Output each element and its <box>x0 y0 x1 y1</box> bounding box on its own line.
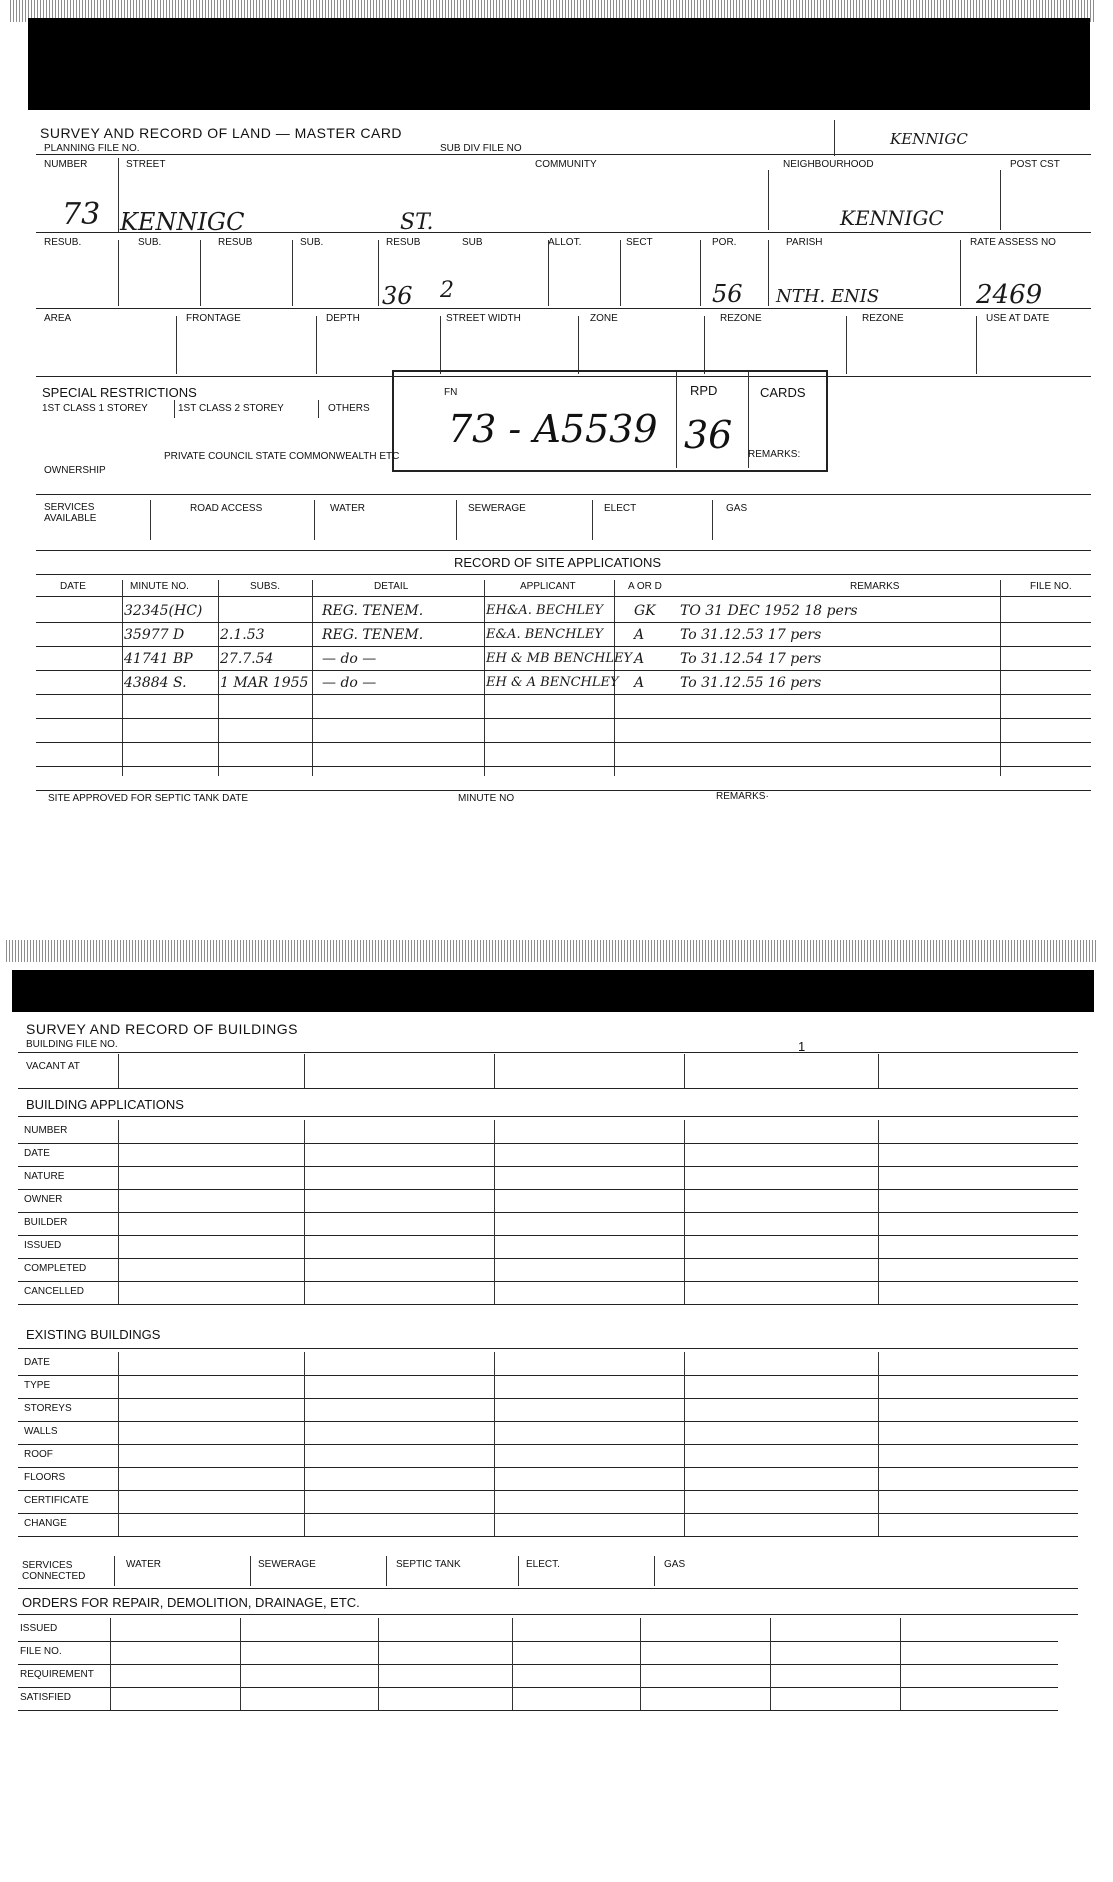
site-row-remarks: To 31.12.54 17 pers <box>680 651 822 667</box>
grid-row-label: TYPE <box>24 1380 51 1391</box>
special-restrictions-label: SPECIAL RESTRICTIONS <box>42 385 197 400</box>
order-row-label: REQUIREMENT <box>20 1669 94 1680</box>
class1-label: 1ST CLASS 1 STOREY <box>42 403 148 414</box>
por-value: 56 <box>712 280 743 308</box>
subdiv-file-label: SUB DIV FILE NO <box>440 143 522 154</box>
orders-title: ORDERS FOR REPAIR, DEMOLITION, DRAINAGE, ETC. <box>22 1595 360 1610</box>
grid-row-label: STOREYS <box>24 1403 72 1414</box>
grid-row-label: DATE <box>24 1357 50 1368</box>
header-handwritten-name: KENNIGC <box>890 130 968 148</box>
site-row-subs: 1 MAR 1955 <box>220 675 309 691</box>
area-label: USE AT DATE <box>986 313 1050 324</box>
site-row-applicant: EH&A. BECHLEY <box>486 603 604 618</box>
postcode-label: POST CST <box>1010 159 1060 170</box>
area-label: FRONTAGE <box>186 313 241 324</box>
septic-minute-label: MINUTE NO <box>458 793 515 804</box>
grid-row-label: CANCELLED <box>24 1286 85 1297</box>
site-row-aord: GK <box>634 603 656 619</box>
site-row-minute: 35977 D <box>124 627 185 643</box>
stamp-rpd-value: 36 <box>684 413 733 457</box>
service-label: GAS <box>664 1559 686 1570</box>
resub-label: RESUB <box>218 237 253 248</box>
service-label: SEPTIC TANK <box>396 1559 461 1570</box>
grid-row-label: COMPLETED <box>24 1263 87 1274</box>
order-row-label: SATISFIED <box>20 1692 71 1703</box>
area-label: AREA <box>44 313 72 324</box>
order-row-label: ISSUED <box>20 1623 58 1634</box>
building-record-card <box>0 940 1113 1880</box>
area-label: STREET WIDTH <box>446 313 521 324</box>
grid-row-label: NUMBER <box>24 1125 68 1136</box>
site-row-applicant: E&A. BENCHLEY <box>486 627 604 642</box>
services-connected-label: SERVICES CONNECTED <box>22 1560 86 1582</box>
vacant-at-label: VACANT AT <box>26 1061 80 1072</box>
street-number-value: 73 <box>62 197 101 232</box>
site-row-subs: 2.1.53 <box>220 627 265 643</box>
order-row-label: FILE NO. <box>20 1646 62 1657</box>
service-label: SEWERAGE <box>258 1559 316 1570</box>
site-row-detail: — do — <box>322 675 377 691</box>
service-label: SEWERAGE <box>468 503 526 514</box>
street-suffix-value: ST. <box>400 210 434 235</box>
site-row-aord: A <box>634 651 645 667</box>
resub-label: PARISH <box>786 237 823 248</box>
resub-label: SECT <box>626 237 653 248</box>
site-col-header: A OR D <box>628 581 662 592</box>
building-card-title: SURVEY AND RECORD OF BUILDINGS <box>26 1021 298 1037</box>
site-row-remarks: TO 31 DEC 1952 18 pers <box>680 603 858 619</box>
building-file-value: 1 <box>798 1039 806 1054</box>
site-applications-title: RECORD OF SITE APPLICATIONS <box>454 555 662 570</box>
services-available-label: SERVICES AVAILABLE <box>44 502 97 524</box>
resub-label: SUB. <box>138 237 162 248</box>
site-row-minute: 32345(HC) <box>124 603 203 619</box>
redaction-bar <box>28 18 1090 110</box>
number-label: NUMBER <box>44 159 88 170</box>
site-row-detail: REG. TENEM. <box>322 603 424 619</box>
area-label: REZONE <box>862 313 904 324</box>
site-row-aord: A <box>634 627 645 643</box>
septic-remarks-label: REMARKS· <box>716 791 769 802</box>
stamp-number-value: 73 - A5539 <box>448 407 658 451</box>
land-card-title: SURVEY AND RECORD OF LAND — MASTER CARD <box>40 125 403 141</box>
neighbourhood-value: KENNIGC <box>840 206 944 230</box>
area-label: DEPTH <box>326 313 360 324</box>
site-row-remarks: To 31.12.53 17 pers <box>680 627 822 643</box>
planning-file-label: PLANNING FILE NO. <box>44 143 140 154</box>
rate-value: 2469 <box>976 280 1043 310</box>
stamp-rpd-label: RPD <box>690 383 718 398</box>
area-label: ZONE <box>590 313 618 324</box>
resub-label: POR. <box>712 237 737 248</box>
service-label: WATER <box>126 1559 161 1570</box>
grid-row-label: OWNER <box>24 1194 63 1205</box>
site-row-aord: A <box>634 675 645 691</box>
site-row-minute: 43884 S. <box>124 675 187 691</box>
resub-label: RESUB <box>386 237 421 248</box>
grid-row-label: ROOF <box>24 1449 53 1460</box>
stamp-cards-label: CARDS <box>760 385 806 400</box>
service-label: WATER <box>330 503 365 514</box>
grid-row-label: BUILDER <box>24 1217 68 1228</box>
site-col-header: SUBS. <box>250 581 281 592</box>
stamp-remarks-label: REMARKS: <box>748 449 801 460</box>
grid-row-label: NATURE <box>24 1171 65 1182</box>
resub-label: SUB <box>462 237 483 248</box>
building-applications-title: BUILDING APPLICATIONS <box>26 1097 184 1112</box>
land-record-card <box>0 0 1113 820</box>
building-file-label: BUILDING FILE NO. <box>26 1039 118 1050</box>
street-label: STREET <box>126 159 166 170</box>
site-col-header: REMARKS <box>850 581 900 592</box>
class2-label: 1ST CLASS 2 STOREY <box>178 403 284 414</box>
existing-buildings-title: EXISTING BUILDINGS <box>26 1327 161 1342</box>
septic-approval-label: SITE APPROVED FOR SEPTIC TANK DATE <box>48 793 249 804</box>
stamp-fn-label: FN <box>444 387 458 398</box>
site-row-remarks: To 31.12.55 16 pers <box>680 675 822 691</box>
site-row-detail: REG. TENEM. <box>322 627 424 643</box>
ownership-types: PRIVATE COUNCIL STATE COMMONWEALTH ETC <box>164 451 400 462</box>
others-label: OTHERS <box>328 403 370 414</box>
grid-row-label: FLOORS <box>24 1472 66 1483</box>
parish-value: NTH. ENIS <box>776 286 880 307</box>
allot-value: 2 <box>440 278 454 303</box>
grid-row-label: WALLS <box>24 1426 58 1437</box>
area-label: REZONE <box>720 313 762 324</box>
grid-row-label: ISSUED <box>24 1240 62 1251</box>
service-label: ELECT. <box>526 1559 560 1570</box>
scan-noise-top <box>6 940 1096 962</box>
community-label: COMMUNITY <box>535 159 597 170</box>
resub-label: ALLOT. <box>548 237 582 248</box>
site-row-applicant: EH & A BENCHLEY <box>486 675 619 690</box>
service-label: ELECT <box>604 503 637 514</box>
resub-label: RESUB. <box>44 237 82 248</box>
site-col-header: FILE NO. <box>1030 581 1072 592</box>
grid-row-label: DATE <box>24 1148 50 1159</box>
grid-row-label: CHANGE <box>24 1518 67 1529</box>
service-label: GAS <box>726 503 748 514</box>
site-row-minute: 41741 BP <box>124 651 193 667</box>
site-col-header: MINUTE NO. <box>130 581 189 592</box>
grid-row-label: CERTIFICATE <box>24 1495 89 1506</box>
street-name-value: KENNIGC <box>120 208 245 236</box>
site-row-applicant: EH & MB BENCHLEY <box>486 651 633 666</box>
resub-label: SUB. <box>300 237 324 248</box>
ownership-label: OWNERSHIP <box>44 465 106 476</box>
site-row-subs: 27.7.54 <box>220 651 274 667</box>
sub-value: 36 <box>382 282 413 310</box>
redaction-bar <box>12 970 1094 1012</box>
site-col-header: DATE <box>60 581 86 592</box>
site-col-header: APPLICANT <box>520 581 576 592</box>
site-row-detail: — do — <box>322 651 377 667</box>
neighbourhood-label: NEIGHBOURHOOD <box>783 159 874 170</box>
site-col-header: DETAIL <box>374 581 409 592</box>
resub-label: RATE ASSESS NO <box>970 237 1056 248</box>
service-label: ROAD ACCESS <box>190 503 263 514</box>
